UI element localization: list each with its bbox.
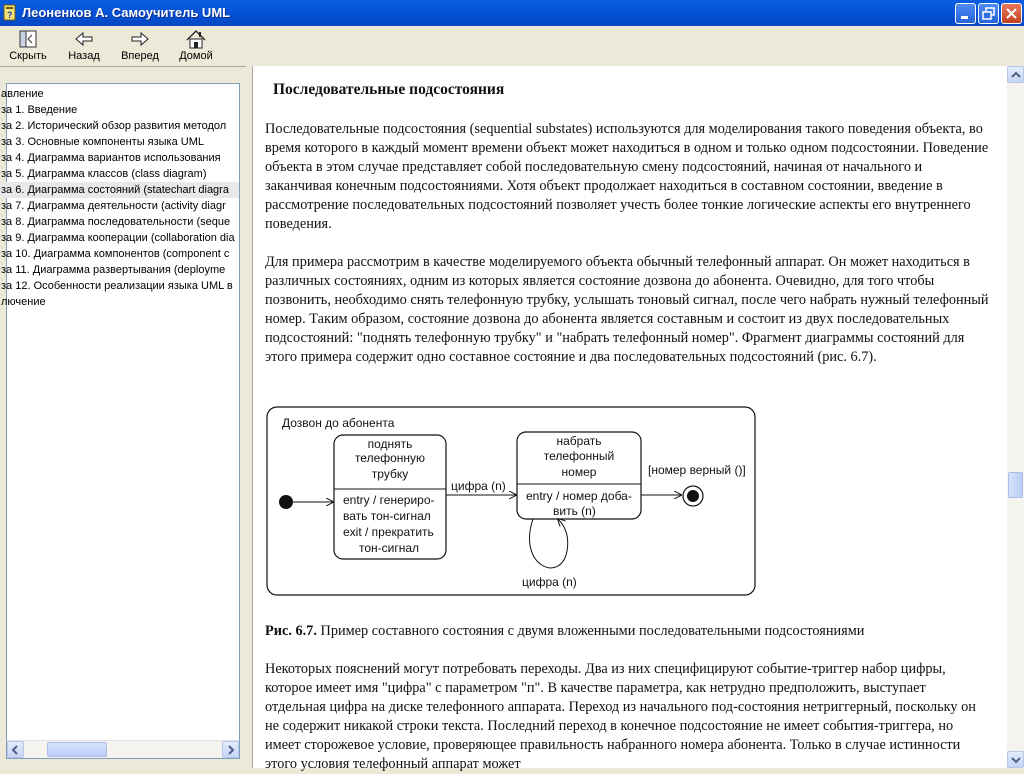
state1-action-line: тон-сигнал [359, 541, 420, 555]
restore-button[interactable] [978, 3, 999, 24]
state1-action-line: entry / генериро- [343, 493, 435, 507]
arrow-right-icon [129, 29, 151, 49]
state1-action-line: вать тон-сигнал [343, 509, 431, 523]
contents-pane [1, 83, 240, 759]
forward-label: Вперед [121, 50, 159, 62]
chevron-down-icon [1008, 752, 1023, 767]
scroll-down-button[interactable] [1007, 751, 1024, 768]
scroll-up-button[interactable] [1007, 66, 1024, 83]
paragraph-2: Для примера рассмотрим в качестве моделируемого объекта обычный телефонный аппарат. Он может находиться в различных состояниях, одним из которых является состояние дозвона до абонента. Очевидно, для того чтобы позвонить, необходимо снять телефонную трубку, услышать тоновый сигнал, после чего набрать нужный телефонный номер. Таким образом, состояние дозвона до абонента является составным и состоит из двух последовательных подсостояний: "поднять телефонную трубку" и "набрать телефонный номер". Фрагмент диаграммы состояний для этого примера содержит одно составное состояние и два последовательных подсостояний (рис. 6.7). [265, 254, 989, 365]
toc-item[interactable]: за 11. Диаграмма развертывания (deployme [1, 264, 226, 276]
horizontal-scrollbar[interactable] [7, 740, 239, 758]
chevron-up-icon [1008, 67, 1023, 82]
home-label: Домой [179, 50, 213, 62]
toc-item[interactable]: за 6. Диаграмма состояний (statechart diagra [0, 182, 239, 198]
toc-item[interactable]: за 2. Исторический обзор развития методол [1, 120, 227, 132]
close-button[interactable] [1001, 3, 1022, 24]
toc-item[interactable]: за 10. Диаграмма компонентов (component c [1, 248, 230, 260]
state2-action-line: entry / номер доба- [526, 489, 632, 503]
horizontal-scroll-thumb[interactable] [47, 742, 107, 757]
composite-state-name: Дозвон до абонента [282, 416, 395, 430]
home-icon [185, 29, 207, 49]
title-bar [0, 0, 1024, 26]
state2-name-line: набрать [556, 434, 602, 448]
state1-name-line: трубку [371, 467, 409, 481]
self-transition-label: цифра (n) [522, 575, 577, 589]
hide-label: Скрыть [9, 50, 47, 62]
help-book-icon [3, 4, 19, 21]
guard-label: [номер верный ()] [648, 463, 746, 477]
toc-item[interactable]: за 1. Введение [1, 104, 78, 116]
close-icon [1002, 4, 1021, 23]
scroll-left-button[interactable] [7, 741, 24, 758]
hide-button[interactable] [6, 27, 50, 65]
home-button[interactable] [176, 27, 216, 65]
contents-list [1, 86, 239, 310]
forward-button[interactable] [118, 27, 162, 65]
toc-item[interactable]: за 4. Диаграмма вариантов использования [1, 152, 221, 164]
svg-text:?: ? [7, 10, 13, 20]
minimize-button[interactable] [955, 3, 976, 24]
back-label: Назад [68, 50, 100, 62]
arrow-left-icon [73, 29, 95, 49]
content-pane [252, 66, 1024, 772]
restore-icon [979, 4, 998, 23]
toc-item[interactable]: лючение [1, 296, 46, 308]
toc-item[interactable]: за 9. Диаграмма кооперации (collaboration dia [1, 232, 235, 244]
caption-number: Рис. 6.7. [265, 623, 317, 639]
state2-name-line: телефонный [543, 449, 615, 463]
vertical-scrollbar[interactable] [1007, 66, 1024, 768]
state2-action-line: вить (n) [553, 504, 596, 518]
toc-item[interactable]: авление [1, 88, 44, 100]
state1-action-line: exit / прекратить [343, 525, 434, 539]
toc-item[interactable]: за 5. Диаграмма классов (class diagram) [1, 168, 207, 180]
article [265, 66, 989, 772]
toc-item[interactable]: за 7. Диаграмма деятельности (activity diagr [1, 200, 226, 212]
paragraph-3: Некоторых пояснений могут потребовать переходы. Два из них специфицируют событие-триггер набор цифры, которое имеет имя "цифра" с параметром "п". В качестве параметра, как нетрудно предположить, выступает отдельная цифра на диске телефонного аппарата. Переход из начального под-состояния нетриггерный, поскольку он не содержит никакой строки текста. Последний переход в конечное подсостояние не имеет события-триггера, но имеет сторожевое условие, проверяющее правильность набранного номера абонента. Только в случае истинности этого условия телефонный аппарат может [265, 661, 976, 772]
state1-name-line: поднять [367, 437, 413, 451]
initial-state [279, 495, 293, 509]
section-heading: Последовательные подсостояния [273, 81, 505, 98]
vertical-scroll-thumb[interactable] [1008, 472, 1023, 498]
toc-item[interactable]: за 8. Диаграмма последовательности (seque [1, 216, 231, 228]
scroll-right-button[interactable] [222, 741, 239, 758]
back-button[interactable] [64, 27, 104, 65]
final-state-core [687, 490, 699, 502]
transition-digit-label: цифра (n) [451, 479, 506, 493]
toolbar [0, 26, 1024, 67]
state2-name-line: номер [561, 465, 597, 479]
figure-caption [265, 622, 989, 641]
caption-text: Пример составного состояния с двумя вложенными последовательными подсостояниями [316, 623, 865, 639]
toc-item[interactable]: за 12. Особенности реализации языка UML в [1, 280, 233, 292]
state1-name-line: телефонную [354, 451, 426, 465]
chevron-left-icon [8, 742, 23, 757]
minimize-icon [956, 4, 975, 23]
toc-item[interactable]: за 3. Основные компоненты языка UML [1, 136, 205, 148]
hide-pane-icon [17, 29, 39, 49]
chevron-right-icon [223, 742, 238, 757]
paragraph-1: Последовательные подсостояния (sequential substates) используются для моделирования такого поведения объекта, во время которого в каждый момент времени объект может находиться в одном и только одном подсостоянии. Поведение объекта в этом случае представляет собой последовательную смену подсостояний, начиная от начального и заканчивая конечным подсостояниями. Хотя объект продолжает находиться в составном состоянии, введение в рассмотрение последовательных подсостояний позволяет учесть более тонкие логические аспекты его внутреннего поведения. [265, 121, 989, 232]
window-title: Леоненков А. Самоучитель UML [22, 5, 231, 20]
statechart-diagram [265, 406, 765, 598]
